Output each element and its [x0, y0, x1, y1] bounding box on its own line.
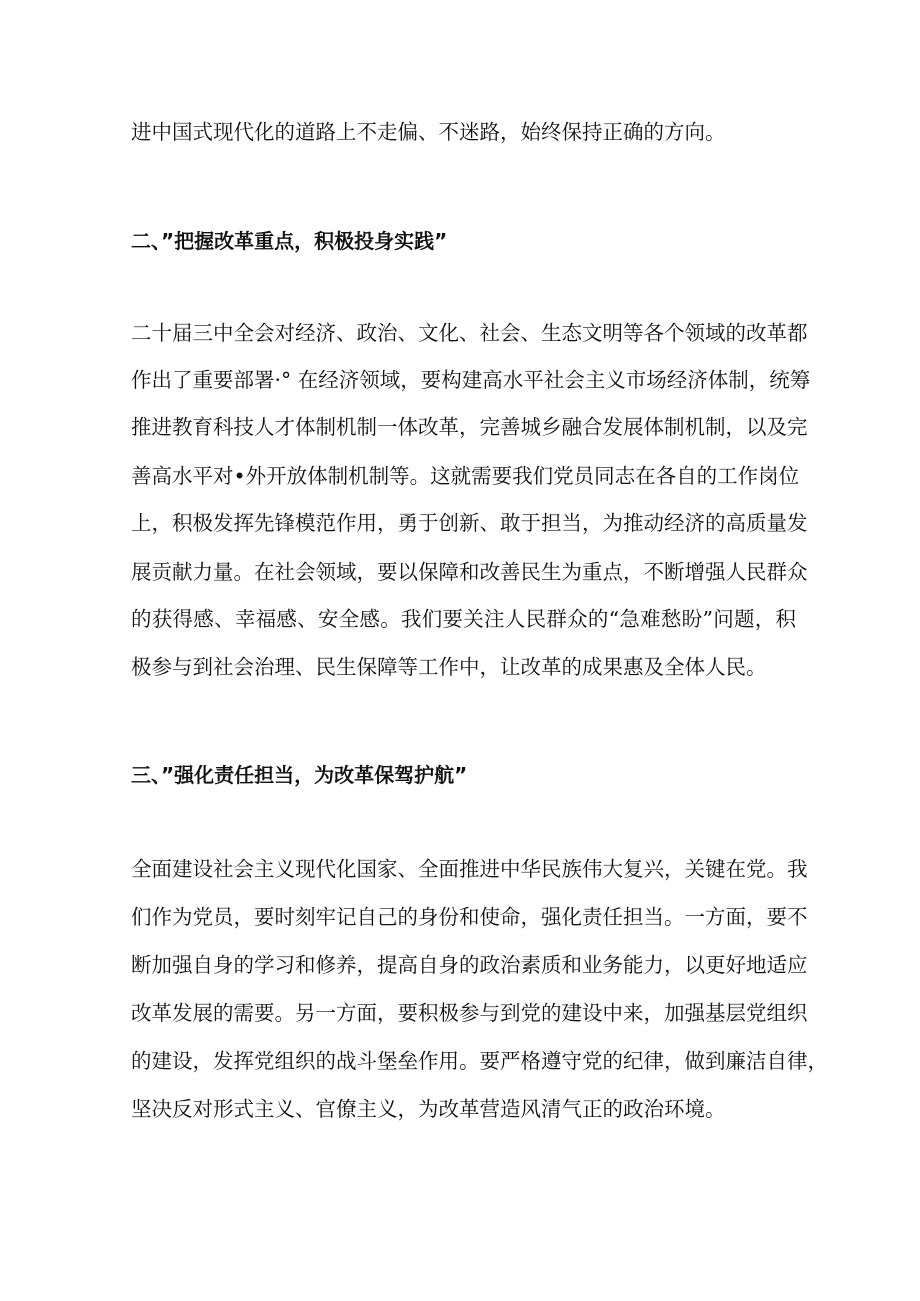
paragraph-line: 二十届三中全会对经济、政治、文化、社会、生态文明等各个领域的改革都	[131, 321, 808, 345]
paragraph-line: 的建设，发挥党组织的战斗堡垒作用。要严格遵守党的纪律，做到廉洁自律，	[131, 1049, 828, 1073]
intro-paragraph-line: 进中国式现代化的道路上不走偏、不迷路，始终保持正确的方向。	[131, 120, 726, 144]
paragraph-line: 的获得感、幸福感、安全感。我们要关注人民群众的“急难愁盼”问题，积	[131, 607, 796, 631]
paragraph-line: 作出了重要部署·° 在经济领域，要构建高水平社会主义市场经济体制，统筹	[131, 368, 811, 392]
paragraph-line: 改革发展的需要。另一方面，要积极参与到党的建设中来，加强基层党组织	[131, 1001, 808, 1025]
paragraph-line: 上，积极发挥先锋模范作用，勇于创新、敢于担当，为推动经济的高质量发	[131, 511, 808, 535]
paragraph-line: 推进教育科技人才体制机制一体改革，完善城乡融合发展体制机制，以及完	[131, 415, 808, 439]
paragraph-line: 断加强自身的学习和修养，提高自身的政治素质和业务能力，以更好地适应	[131, 953, 808, 977]
paragraph-line: 极参与到社会治理、民生保障等工作中，让改革的成果惠及全体人民。	[131, 655, 767, 679]
paragraph-line: 全面建设社会主义现代化国家、全面推进中华民族伟大复兴，关键在党。我	[131, 857, 808, 881]
section-2-heading: 二、”把握改革重点，积极投身实践”	[131, 229, 448, 253]
paragraph-line: 们作为党员，要时刻牢记自己的身份和使命，强化责任担当。一方面，要不	[131, 905, 808, 929]
paragraph-line: 善高水平对•外开放体制机制等。这就需要我们党员同志在各自的工作岗位	[131, 464, 800, 488]
paragraph-line: 展贡献力量。在社会领域，要以保障和改善民生为重点，不断增强人民群众	[131, 560, 808, 584]
paragraph-line: 坚决反对形式主义、官僚主义，为改革营造风清气正的政治环境。	[131, 1097, 726, 1121]
section-3-heading: 三、”强化责任担当，为改革保驾护航”	[131, 763, 468, 787]
